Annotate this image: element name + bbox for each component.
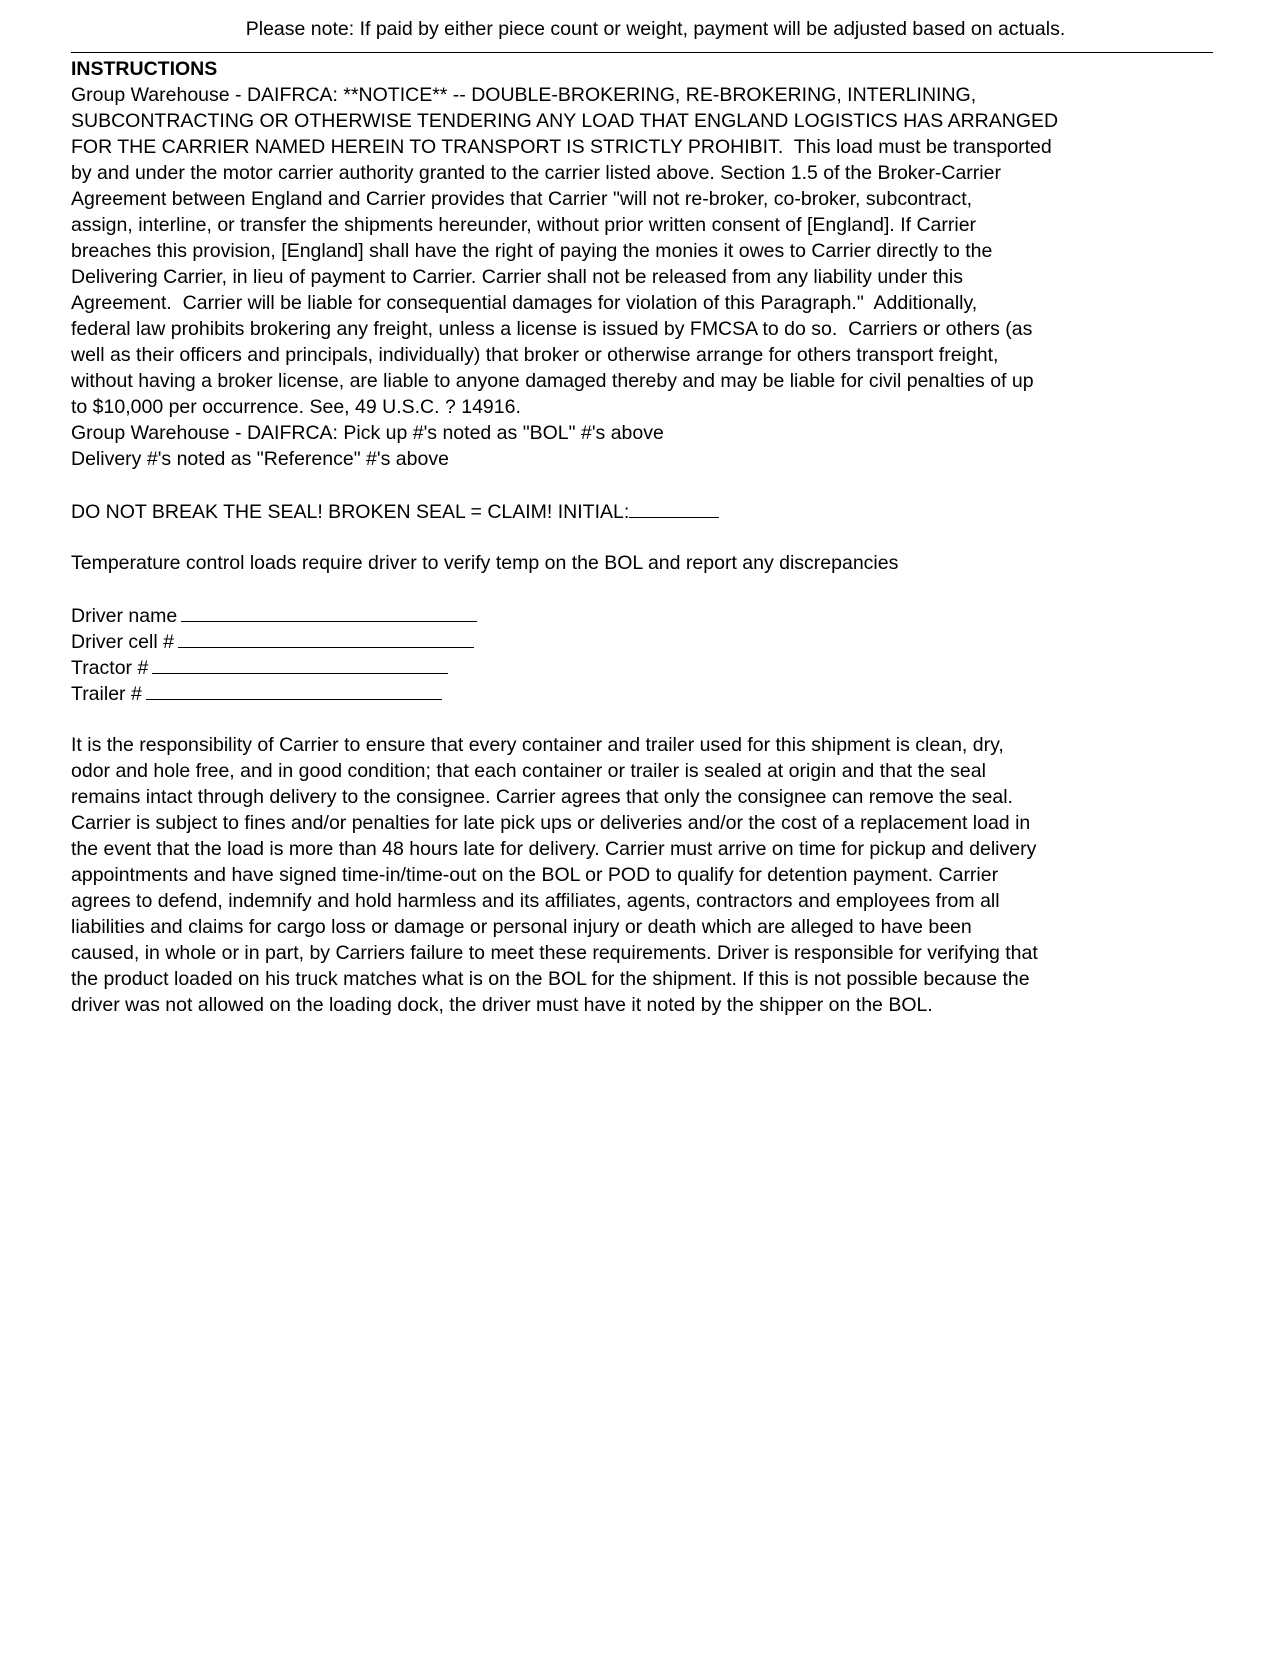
instructions-section	[71, 56, 1241, 1018]
horizontal-divider	[71, 52, 1213, 53]
notice-line: assign, interline, or transfer the shipments hereunder, without prior written consent of [England]. If Carrier	[71, 214, 977, 236]
tractor-blank[interactable]	[152, 654, 448, 674]
instructions-heading: INSTRUCTIONS	[71, 58, 218, 80]
notice-line: Agreement between England and Carrier provides that Carrier "will not re-broker, co-broker, subcontract,	[71, 188, 973, 210]
notice-line: Delivering Carrier, in lieu of payment to Carrier. Carrier shall not be released from any liability under this	[71, 266, 963, 288]
notice-line: FOR THE CARRIER NAMED HEREIN TO TRANSPORT IS STRICTLY PROHIBIT. This load must be transported	[71, 136, 1052, 158]
spacer	[71, 524, 1241, 550]
responsibility-line: It is the responsibility of Carrier to ensure that every container and trailer used for this shipment is clean, dry,	[71, 734, 1004, 756]
responsibility-line: driver was not allowed on the loading dock, the driver must have it noted by the shipper on the BOL.	[71, 994, 933, 1016]
trailer-row	[71, 680, 1241, 706]
driver-name-label: Driver name	[71, 605, 178, 627]
spacer	[71, 576, 1241, 602]
responsibility-line: the product loaded on his truck matches what is on the BOL for the shipment. If this is not possible because the	[71, 968, 1030, 990]
responsibility-line: remains intact through delivery to the consignee. Carrier agrees that only the consignee can remove the seal.	[71, 786, 1013, 808]
spacer	[71, 472, 1241, 498]
driver-info-fields	[71, 602, 1241, 706]
responsibility-line: liabilities and claims for cargo loss or damage or personal injury or death which are alleged to have been	[71, 916, 972, 938]
seal-warning-text: DO NOT BREAK THE SEAL! BROKEN SEAL = CLAIM! INITIAL:	[71, 501, 630, 523]
notice-line: without having a broker license, are liable to anyone damaged thereby and may be liable for civil penalties of up	[71, 370, 1034, 392]
notice-block	[71, 82, 1241, 472]
initial-blank[interactable]	[629, 498, 719, 518]
spacer	[71, 706, 1241, 732]
notice-line: well as their officers and principals, individually) that broker or otherwise arrange for others transport freight,	[71, 344, 999, 366]
responsibility-line: Carrier is subject to fines and/or penalties for late pick ups or deliveries and/or the cost of a replacement load in	[71, 812, 1031, 834]
trailer-label: Trailer #	[71, 683, 142, 705]
temperature-note: Temperature control loads require driver to verify temp on the BOL and report any discrepancies	[71, 552, 899, 574]
driver-name-blank[interactable]	[181, 602, 477, 622]
trailer-blank[interactable]	[146, 680, 442, 700]
notice-line: to $10,000 per occurrence. See, 49 U.S.C. ? 14916.	[71, 396, 521, 418]
notice-line: federal law prohibits brokering any freight, unless a license is issued by FMCSA to do so. Carriers or others (as	[71, 318, 1033, 340]
responsibility-line: odor and hole free, and in good condition; that each container or trailer is sealed at origin and that the seal	[71, 760, 986, 782]
notice-line: by and under the motor carrier authority granted to the carrier listed above. Section 1.5 of the Broker-Carrier	[71, 162, 1001, 184]
responsibility-line: the event that the load is more than 48 hours late for delivery. Carrier must arrive on time for pickup and delivery	[71, 838, 1037, 860]
notice-line: SUBCONTRACTING OR OTHERWISE TENDERING ANY LOAD THAT ENGLAND LOGISTICS HAS ARRANGED	[71, 110, 1059, 132]
driver-name-row	[71, 602, 1241, 628]
delivery-note-line: Delivery #'s noted as "Reference" #'s above	[71, 448, 449, 470]
responsibility-line: caused, in whole or in part, by Carriers failure to meet these requirements. Driver is responsible for verifying that	[71, 942, 1038, 964]
payment-note: Please note: If paid by either piece count or weight, payment will be adjusted based on actuals.	[245, 18, 1066, 40]
notice-line: breaches this provision, [England] shall have the right of paying the monies it owes to Carrier directly to the	[71, 240, 993, 262]
driver-cell-label: Driver cell #	[71, 631, 174, 653]
responsibility-line: appointments and have signed time-in/time-out on the BOL or POD to qualify for detention payment. Carrier	[71, 864, 999, 886]
notice-line: Group Warehouse - DAIFRCA: **NOTICE** -- DOUBLE-BROKERING, RE-BROKERING, INTERLINING,	[71, 84, 977, 106]
carrier-responsibility-block	[71, 732, 1241, 1018]
pickup-note-line: Group Warehouse - DAIFRCA: Pick up #'s noted as "BOL" #'s above	[71, 422, 664, 444]
tractor-label: Tractor #	[71, 657, 149, 679]
driver-cell-row	[71, 628, 1241, 654]
responsibility-line: agrees to defend, indemnify and hold harmless and its affiliates, agents, contractors and employees from all	[71, 890, 1000, 912]
notice-line: Agreement. Carrier will be liable for consequential damages for violation of this Paragraph." Additionally,	[71, 292, 978, 314]
driver-cell-blank[interactable]	[178, 628, 474, 648]
tractor-row	[71, 654, 1241, 680]
seal-warning	[71, 498, 1241, 524]
